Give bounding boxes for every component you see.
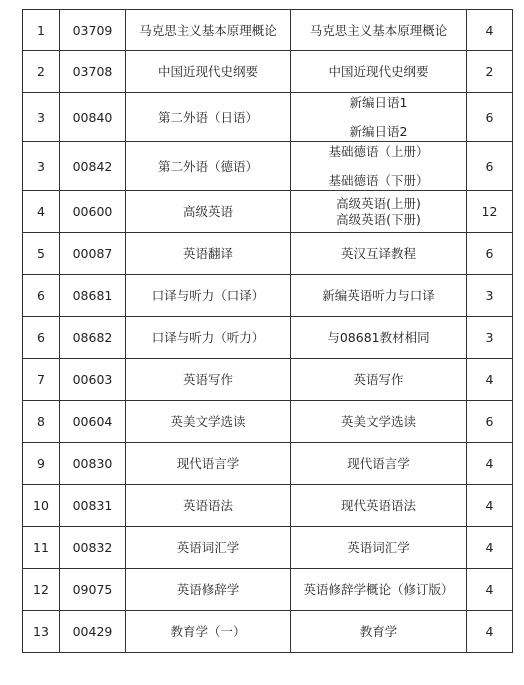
course-code-cell: 08681: [60, 275, 126, 317]
course-name-cell: 英语词汇学: [126, 527, 291, 569]
table-row: [23, 191, 513, 233]
textbook-cell: [291, 10, 467, 51]
course-name-cell: 英语翻译: [126, 233, 291, 275]
row-number-cell: 3: [23, 142, 60, 191]
credit-cell: 6: [467, 142, 513, 191]
course-code-cell: 00603: [60, 359, 126, 401]
textbook-cell: [291, 191, 467, 233]
textbook-title: 英语修辞学概论（修订版）: [303, 582, 454, 597]
row-number-cell: 13: [23, 611, 60, 653]
course-code-cell: 00831: [60, 485, 126, 527]
row-number-cell: 8: [23, 401, 60, 443]
row-number-cell: 6: [23, 275, 60, 317]
textbook-cell: [291, 443, 467, 485]
table-row: [23, 443, 513, 485]
course-code-cell: 03708: [60, 51, 126, 93]
table-row: [23, 142, 513, 191]
credit-cell: 4: [467, 485, 513, 527]
textbook-cell: [291, 317, 467, 359]
table-row: [23, 233, 513, 275]
course-name-cell: 现代语言学: [126, 443, 291, 485]
textbook-title: 与08681教材相同: [327, 330, 430, 345]
textbook-title: 现代语言学: [347, 456, 410, 471]
table-row: [23, 317, 513, 359]
credit-cell: 12: [467, 191, 513, 233]
textbook-title: 基础德语（下册）: [328, 173, 429, 188]
textbook-title: 马克思主义基本原理概论: [309, 22, 448, 38]
credit-cell: 3: [467, 275, 513, 317]
row-number-cell: 11: [23, 527, 60, 569]
textbook-cell: [291, 275, 467, 317]
textbook-cell: [291, 401, 467, 443]
credit-cell: 2: [467, 51, 513, 93]
table-row: [23, 569, 513, 611]
textbook-cell: [291, 611, 467, 653]
course-code-cell: 00830: [60, 443, 126, 485]
textbook-cell: [291, 142, 467, 191]
row-number-cell: 1: [23, 10, 60, 51]
course-code-cell: 03709: [60, 10, 126, 51]
credit-cell: 4: [467, 527, 513, 569]
course-name-cell: 英语语法: [126, 485, 291, 527]
row-number-cell: 7: [23, 359, 60, 401]
course-name-cell: 英语写作: [126, 359, 291, 401]
row-number-cell: 2: [23, 51, 60, 93]
credit-cell: 6: [467, 401, 513, 443]
credit-cell: 4: [467, 569, 513, 611]
table-row: [23, 527, 513, 569]
textbook-title: 教育学: [359, 624, 398, 639]
course-name-cell: 口译与听力（听力）: [126, 317, 291, 359]
row-number-cell: 3: [23, 93, 60, 142]
textbook-title: 英语词汇学: [347, 540, 410, 555]
table-row: [23, 611, 513, 653]
course-code-cell: 00832: [60, 527, 126, 569]
course-code-cell: 09075: [60, 569, 126, 611]
credit-cell: 6: [467, 93, 513, 142]
textbook-title: 基础德语（上册）: [328, 144, 429, 159]
table-body: [23, 10, 513, 653]
row-number-cell: 6: [23, 317, 60, 359]
credit-cell: 6: [467, 233, 513, 275]
credit-cell: 4: [467, 443, 513, 485]
textbook-cell: [291, 359, 467, 401]
table-row: [23, 10, 513, 51]
textbook-cell: [291, 485, 467, 527]
row-number-cell: 5: [23, 233, 60, 275]
course-name-cell: 第二外语（德语）: [126, 142, 291, 191]
course-code-cell: 00600: [60, 191, 126, 233]
row-number-cell: 12: [23, 569, 60, 611]
textbook-cell: [291, 93, 467, 142]
course-name-cell: 第二外语（日语）: [126, 93, 291, 142]
credit-cell: 3: [467, 317, 513, 359]
credit-cell: 4: [467, 611, 513, 653]
table-row: [23, 401, 513, 443]
table-row: [23, 359, 513, 401]
course-name-cell: 中国近现代史纲要: [126, 51, 291, 93]
textbook-title: 英汉互译教程: [340, 246, 416, 261]
course-code-cell: 00087: [60, 233, 126, 275]
table-row: [23, 93, 513, 142]
textbook-title: 中国近现代史纲要: [328, 64, 429, 79]
row-number-cell: 4: [23, 191, 60, 233]
textbook-cell: [291, 51, 467, 93]
textbook-cell: [291, 527, 467, 569]
textbook-title: 新编英语听力与口译: [322, 288, 435, 303]
credit-cell: 4: [467, 359, 513, 401]
textbook-title: 现代英语语法: [340, 498, 416, 513]
credit-cell: 4: [467, 10, 513, 51]
course-code-cell: 00842: [60, 142, 126, 191]
textbook-title: 新编日语2: [349, 124, 408, 139]
course-name-cell: 口译与听力（口译）: [126, 275, 291, 317]
row-number-cell: 10: [23, 485, 60, 527]
course-code-cell: 00429: [60, 611, 126, 653]
course-name-cell: 高级英语: [126, 191, 291, 233]
textbook-cell: [291, 233, 467, 275]
course-name-cell: 教育学（一）: [126, 611, 291, 653]
table-row: [23, 485, 513, 527]
course-code-cell: 08682: [60, 317, 126, 359]
course-name-cell: 英语修辞学: [126, 569, 291, 611]
textbook-title: 高级英语(下册): [336, 211, 421, 227]
table-row: [23, 51, 513, 93]
textbook-cell: [291, 569, 467, 611]
textbook-title: 新编日语1: [349, 95, 408, 110]
table-row: [23, 275, 513, 317]
course-code-cell: 00604: [60, 401, 126, 443]
course-table: [22, 9, 513, 653]
textbook-title: 高级英语(上册): [336, 195, 421, 211]
course-name-cell: 马克思主义基本原理概论: [126, 10, 291, 51]
course-name-cell: 英美文学选读: [126, 401, 291, 443]
course-code-cell: 00840: [60, 93, 126, 142]
textbook-title: 英美文学选读: [340, 414, 416, 429]
textbook-title: 英语写作: [353, 372, 404, 387]
row-number-cell: 9: [23, 443, 60, 485]
